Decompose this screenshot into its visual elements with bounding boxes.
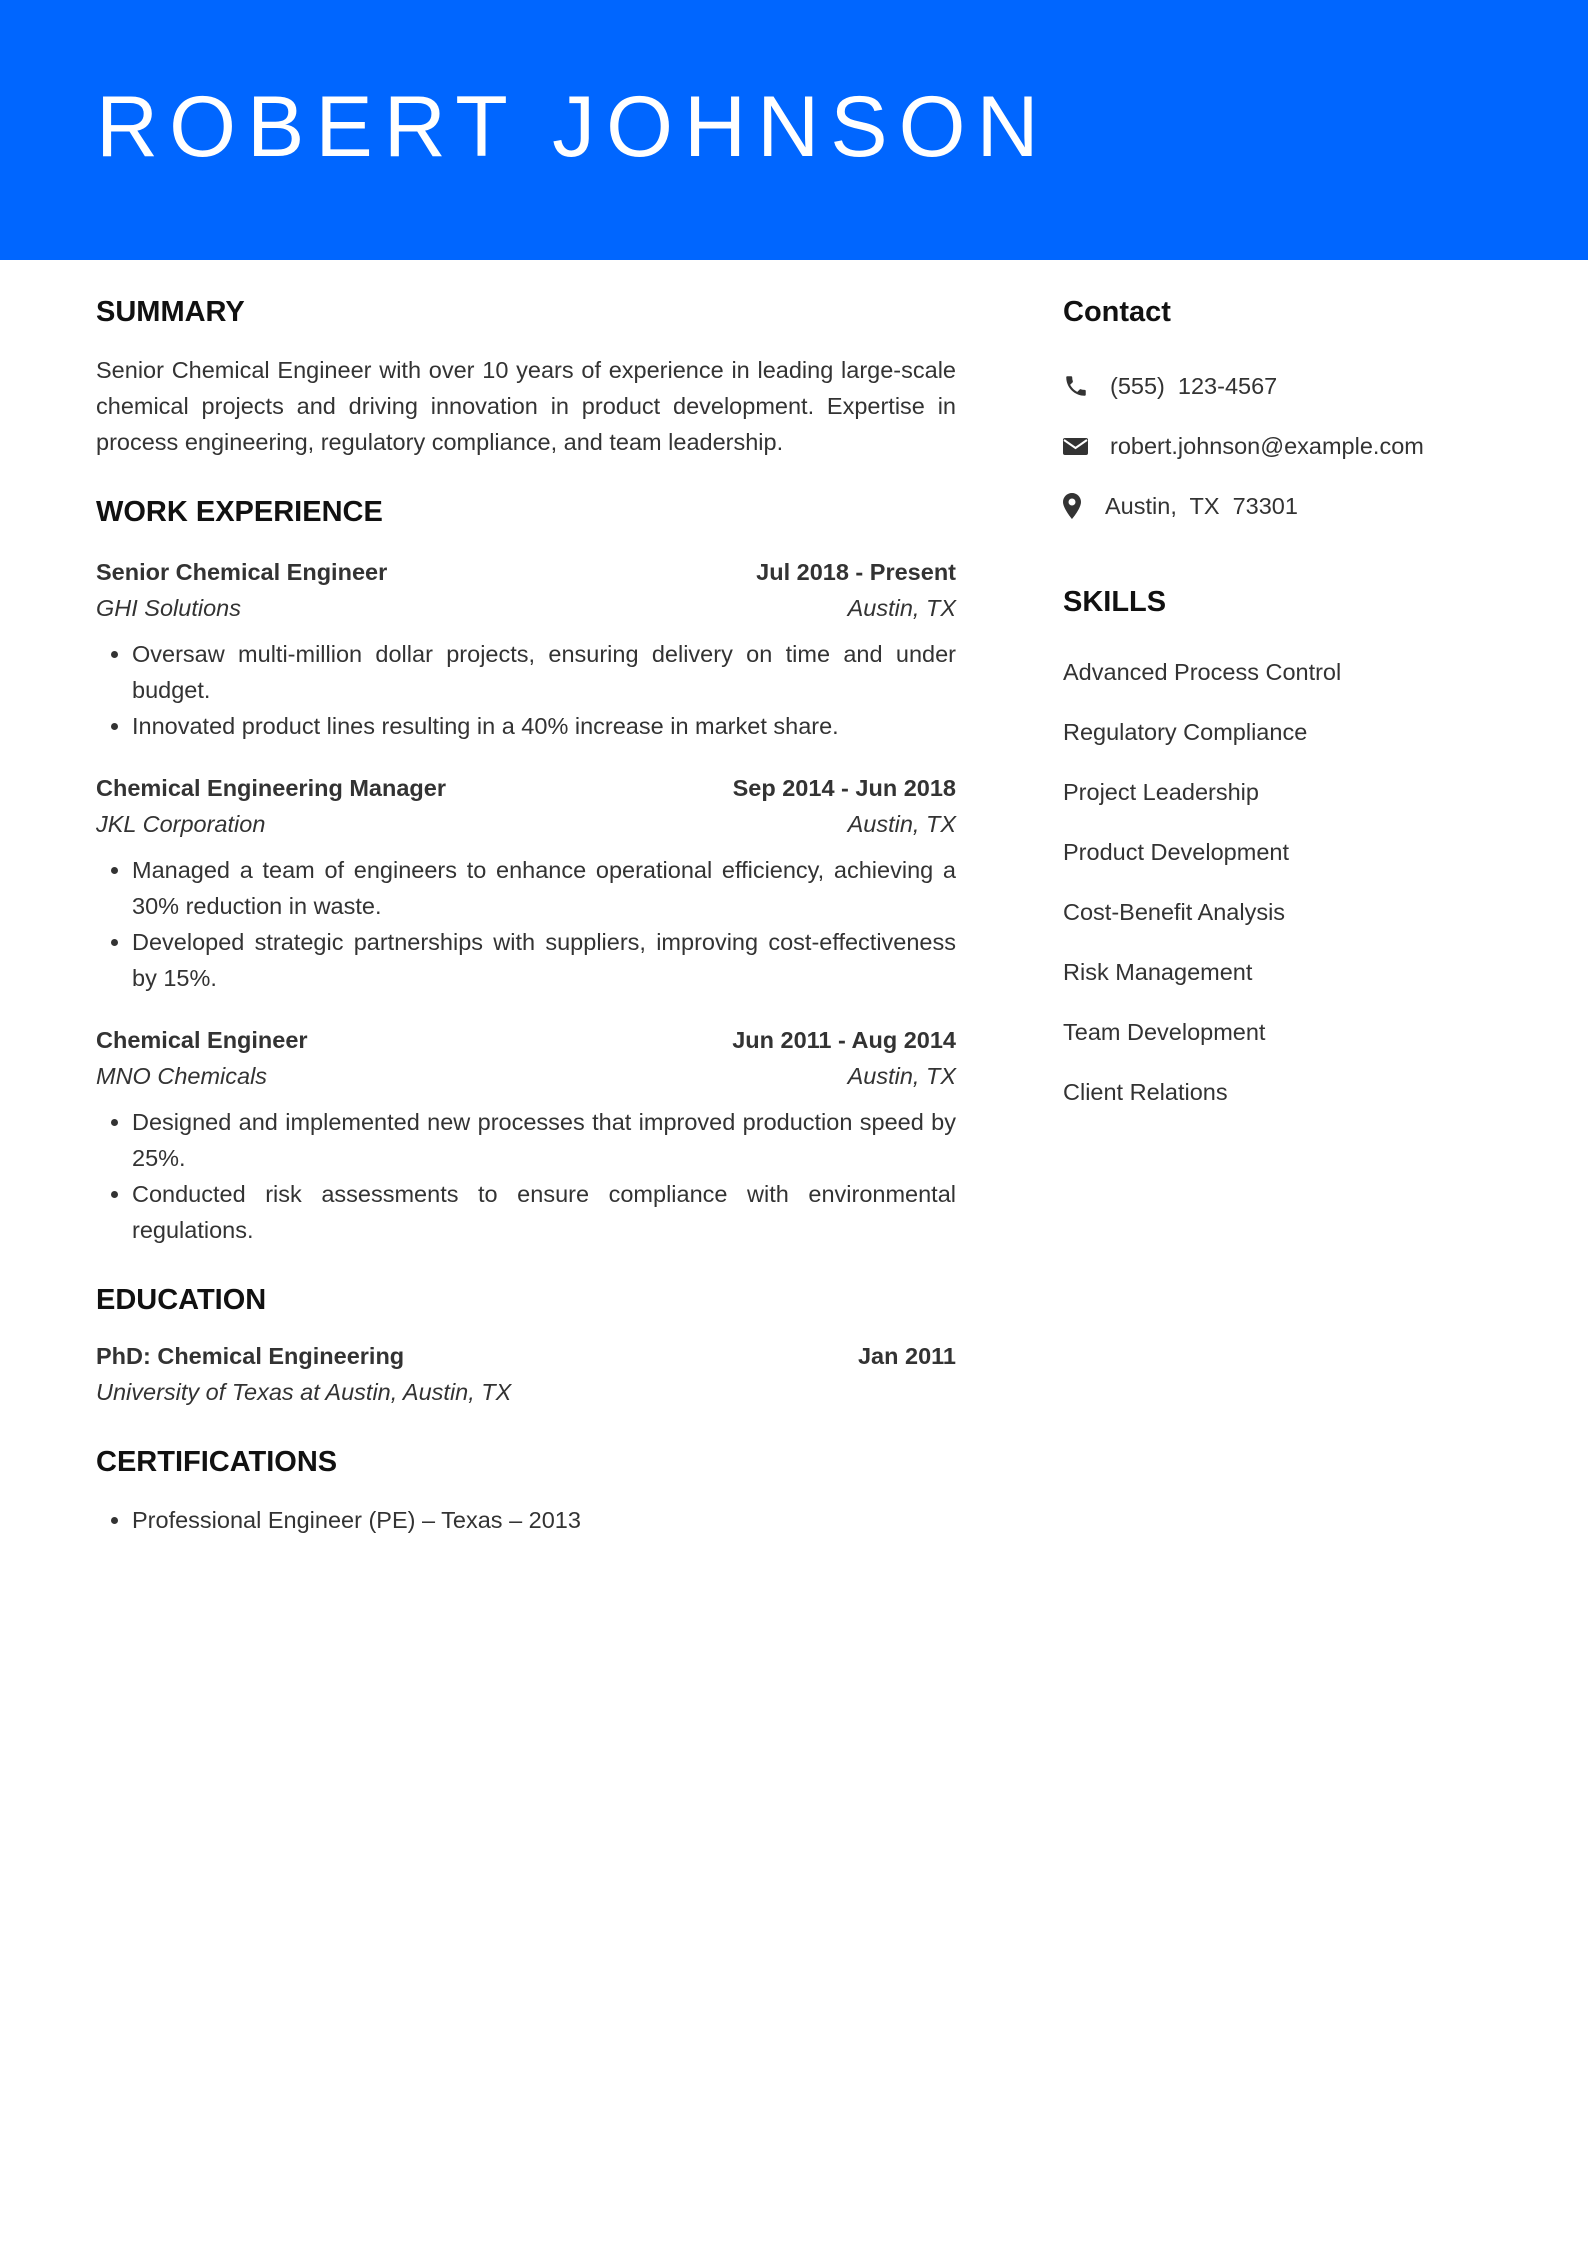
job-dates: Jun 2011 - Aug 2014 [732,1027,956,1053]
certifications-section [96,1440,956,1538]
job-location: Austin, TX [847,1063,956,1089]
job-company: JKL Corporation [96,811,266,837]
job-bullet: • Oversaw multi-million dollar projects, ensuring delivery on time and under budget. [132,636,956,708]
candidate-name: ROBERT JOHNSON [96,79,1050,175]
education-date: Jan 2011 [857,1343,956,1369]
contact-heading: Contact [1063,296,1171,328]
job-company: MNO Chemicals [96,1063,268,1089]
job-bullet: • Innovated product lines resulting in a 40% increase in market share. [132,708,956,744]
summary-text: Senior Chemical Engineer with over 10 years of experience in leading large-scale chemical projects and driving innovation in product development. Expertise in process engineering, regulatory compliance, and team leadership. [96,357,956,455]
contact-location-text: Austin, TX 73301 [1105,493,1298,519]
summary-heading: SUMMARY [96,296,245,328]
education-heading: EDUCATION [96,1284,267,1316]
contact-phone-text: (555) 123-4567 [1110,373,1278,399]
job-bullets [96,636,956,744]
education-degree: PhD: Chemical Engineering [96,1343,405,1369]
skills-section [1063,580,1523,1110]
job-title: Chemical Engineer [96,1027,308,1053]
job-title: Senior Chemical Engineer [96,559,388,585]
skill-item: Product Development [1063,839,1289,865]
contact-phone [1063,368,1523,404]
job-dates: Sep 2014 - Jun 2018 [732,775,956,801]
contact-location [1063,488,1523,524]
job-bullet: • Designed and implemented new processes that improved production speed by 25%. [132,1104,956,1176]
header-banner [0,0,1588,260]
education-school: University of Texas at Austin, Austin, TX [96,1379,512,1405]
map-pin-icon [1063,493,1085,519]
job-bullet: • Managed a team of engineers to enhance operational efficiency, achieving a 30% reduction in waste. [132,852,956,924]
job-entry [96,554,956,744]
skill-item: Advanced Process Control [1063,659,1342,685]
experience-heading: WORK EXPERIENCE [96,496,383,528]
job-company: GHI Solutions [96,595,241,621]
contact-email-text: robert.johnson@example.com [1110,433,1424,459]
summary-section [96,290,956,460]
main-column [96,290,956,1538]
skill-item: Team Development [1063,1019,1266,1045]
job-dates: Jul 2018 - Present [756,559,956,585]
skill-item: Cost-Benefit Analysis [1063,899,1286,925]
job-bullets [96,1104,956,1248]
envelope-icon [1063,436,1091,456]
skills-heading: SKILLS [1063,586,1167,618]
job-bullet: • Conducted risk assessments to ensure compliance with environmental regulations. [132,1176,956,1248]
job-location: Austin, TX [847,811,956,837]
contact-email [1063,428,1523,464]
job-entry [96,1022,956,1248]
skill-item: Regulatory Compliance [1063,719,1308,745]
job-bullet: • Developed strategic partnerships with suppliers, improving cost-effectiveness by 15%. [132,924,956,996]
certification-item: • Professional Engineer (PE) – Texas – 2013 [132,1502,956,1538]
education-section [96,1278,956,1410]
certifications-list [96,1502,956,1538]
experience-section [96,490,956,1248]
phone-icon [1063,373,1091,399]
sidebar-column [1063,290,1523,1110]
skill-item: Project Leadership [1063,779,1259,805]
job-location: Austin, TX [847,595,956,621]
skill-item: Risk Management [1063,959,1253,985]
job-bullets [96,852,956,996]
job-entry [96,770,956,996]
certifications-heading: CERTIFICATIONS [96,1446,338,1478]
contact-section [1063,290,1523,524]
job-title: Chemical Engineering Manager [96,775,446,801]
skill-item: Client Relations [1063,1079,1228,1105]
